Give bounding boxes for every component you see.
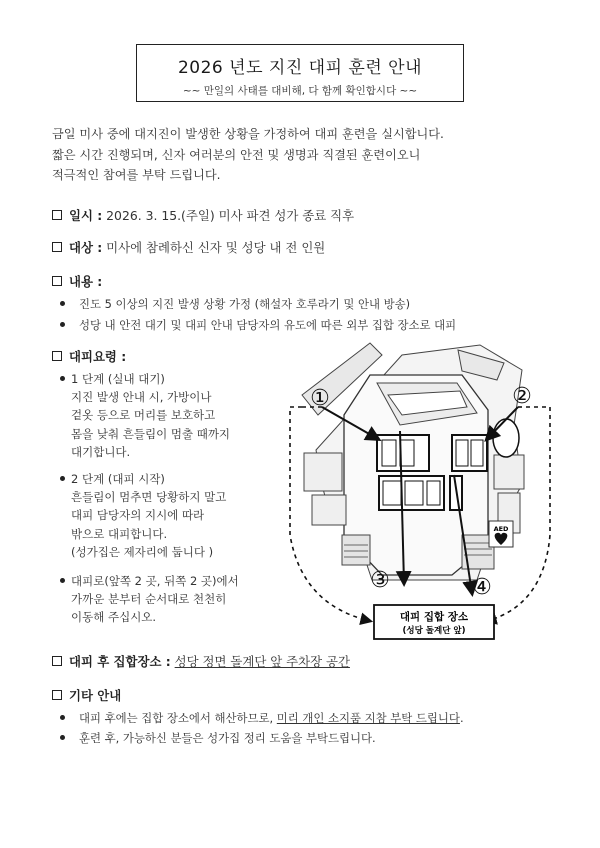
title-box xyxy=(136,44,464,102)
etc-section xyxy=(52,686,121,704)
checkbox-bullet-icon xyxy=(52,690,62,700)
exit-label-2: ② xyxy=(512,384,532,409)
bullet-icon xyxy=(60,715,65,720)
bullet-icon xyxy=(60,322,65,327)
assembly-label: 대피 후 집합장소 : xyxy=(69,654,171,669)
step-2: 2 단계 (대피 시작) 흔들림이 멈추면 당황하지 말고 대피 담당자의 지시에 따라 밖으로 대피합니다. (성가집은 제자리에 둡니다 ) xyxy=(60,470,226,561)
bullet-icon xyxy=(60,376,65,381)
exit-label-3: ③ xyxy=(370,568,390,593)
schedule-section xyxy=(52,206,354,224)
schedule-label: 일시 : xyxy=(69,208,103,223)
content-section xyxy=(52,272,102,290)
etc-label: 기타 안내 xyxy=(69,688,122,703)
checkbox-bullet-icon xyxy=(52,210,62,220)
step-3: 대피로(앞쪽 2 곳, 뒤쪽 2 곳)에서 가까운 분부터 순서대로 천천히 이동해 주십시오. xyxy=(60,572,239,627)
exit-label-1: ① xyxy=(310,386,330,411)
procedure-label: 대피요령 : xyxy=(69,349,127,364)
list-item: 진도 5 이상의 지진 발생 상황 가정 (해설자 호루라기 및 안내 방송) xyxy=(60,296,410,312)
aed-marker xyxy=(489,521,513,547)
assembly-value: 성당 정면 돌계단 앞 주차장 공간 xyxy=(174,654,350,669)
assembly-title: 대피 집합 장소 xyxy=(399,611,469,623)
etc-underlined-text: 미리 개인 소지품 지참 부탁 드립니다 xyxy=(276,711,460,725)
intro-line: 적극적인 참여를 부탁 드립니다. xyxy=(52,168,221,182)
bullet-icon xyxy=(60,301,65,306)
bullet-icon xyxy=(60,735,65,740)
evacuation-map xyxy=(282,335,572,645)
intro-line: 짧은 시간 진행되며, 신자 여러분의 안전 및 생명과 직결된 훈련이오니 xyxy=(52,147,421,162)
target-value: 미사에 참례하신 신자 및 성당 내 전 인원 xyxy=(106,240,326,255)
checkbox-bullet-icon xyxy=(52,276,62,286)
checkbox-bullet-icon xyxy=(52,351,62,361)
list-item: 훈련 후, 가능하신 분들은 성가집 정리 도움을 부탁드립니다. xyxy=(60,730,376,746)
list-item: 성당 내 안전 대기 및 대피 안내 담당자의 유도에 따른 외부 집합 장소로 대피 xyxy=(60,317,456,333)
page-title: 2026 년도 지진 대피 훈련 안내 xyxy=(177,58,422,78)
checkbox-bullet-icon xyxy=(52,656,62,666)
assembly-section xyxy=(52,652,350,670)
bullet-icon xyxy=(60,578,65,583)
step-1: 1 단계 (실내 대기) 지진 발생 안내 시, 가방이나 겉옷 등으로 머리를 보호하고 몸을 낮춰 흔들림이 멈출 때까지 대기합니다. xyxy=(60,370,230,461)
intro-paragraph xyxy=(52,124,562,186)
intro-line: 금일 미사 중에 대지진이 발생한 상황을 가정하여 대피 훈련을 실시합니다. xyxy=(52,127,444,141)
schedule-value: 2026. 3. 15.(주일) 미사 파견 성가 종료 직후 xyxy=(106,208,355,223)
target-label: 대상 : xyxy=(69,240,103,255)
assembly-point-box xyxy=(374,605,494,639)
procedure-section xyxy=(52,347,126,365)
target-section xyxy=(52,238,325,256)
checkbox-bullet-icon xyxy=(52,242,62,252)
content-label: 내용 : xyxy=(69,274,103,289)
list-item: 대피 후에는 집합 장소에서 해산하므로, 미리 개인 소지품 지참 부탁 드립니다. xyxy=(60,710,464,726)
aed-label: AED xyxy=(493,525,509,533)
assembly-subtitle: (성당 돌계단 앞) xyxy=(402,626,466,636)
page-subtitle: ~~ 만일의 사태를 대비해, 다 함께 확인합시다 ~~ xyxy=(182,85,418,97)
bullet-icon xyxy=(60,476,65,481)
exit-label-4: ④ xyxy=(472,575,492,600)
